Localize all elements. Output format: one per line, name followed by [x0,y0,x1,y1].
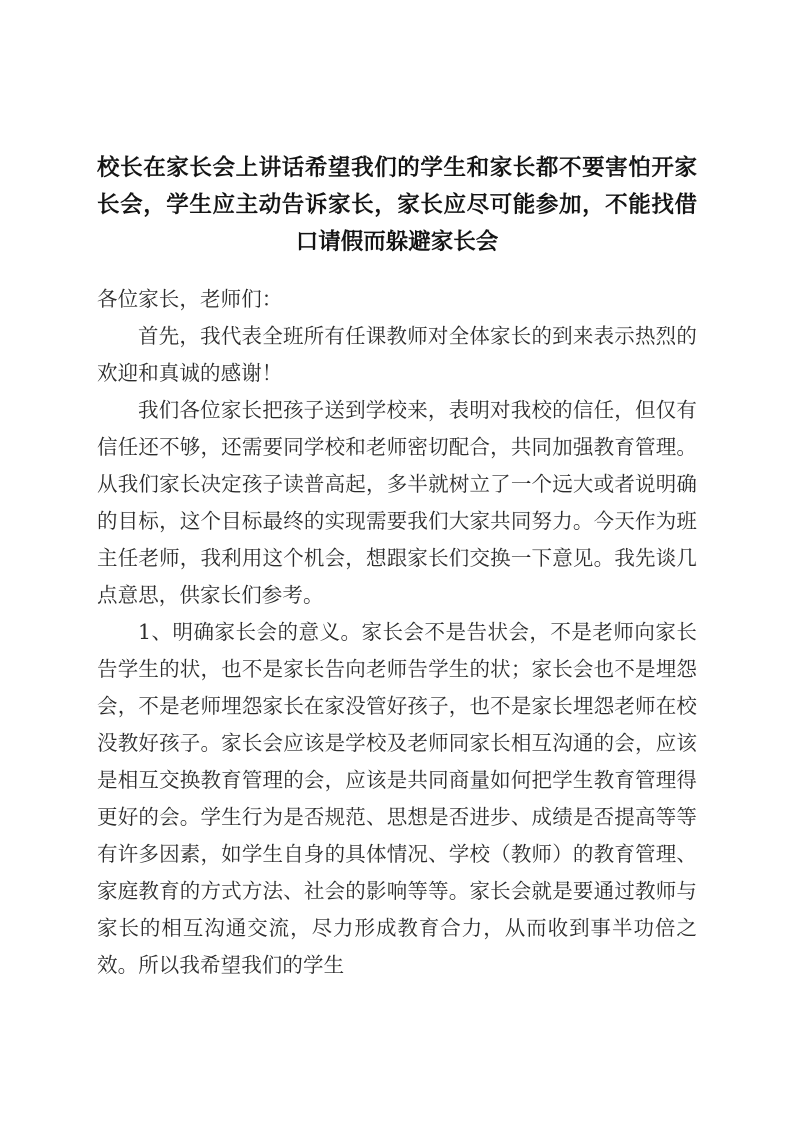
document-body [97,281,697,984]
document-title: 校长在家长会上讲话希望我们的学生和家长都不要害怕开家长会，学生应主动告诉家长，家长应尽可能参加，不能找借口请假而躲避家长会 [97,155,697,255]
paragraph-1: 首先，我代表全班所有任课教师对全体家长的到来表示热烈的欢迎和真诚的感谢！ [97,324,697,385]
document-content [97,150,697,984]
paragraph-3: 1、明确家长会的意义。家长会不是告状会，不是老师向家长告学生的状，也不是家长告向老师告学生的状；家长会也不是埋怨会，不是老师埋怨家长在家没管好孩子，也不是家长埋怨老师在校没教好孩子。家长会应该是学校及老师同家长相互沟通的会，应该是相互交换教育管理的会，应该是共同商量如何把学生教育管理得更好的会。学生行为是否规范、思想是否进步、成绩是否提高等等有许多因素，如学生自身的具体情况、学校（教师）的教育管理、家庭教育的方式方法、社会的影响等等。家长会就是要通过教师与家长的相互沟通交流，尽力形成教育合力，从而收到事半功倍之效。所以我希望我们的学生 [97,620,697,977]
paragraph-salutation: 各位家长，老师们： [97,287,283,311]
paragraph-2: 我们各位家长把孩子送到学校来，表明对我校的信任，但仅有信任还不够，还需要同学校和老师密切配合，共同加强教育管理。从我们家长决定孩子读普高起，多半就树立了一个远大或者说明确的目标，这个目标最终的实现需要我们大家共同努力。今天作为班主任老师，我利用这个机会，想跟家长们交换一下意见。我先谈几点意思，供家长们参考。 [97,398,697,607]
